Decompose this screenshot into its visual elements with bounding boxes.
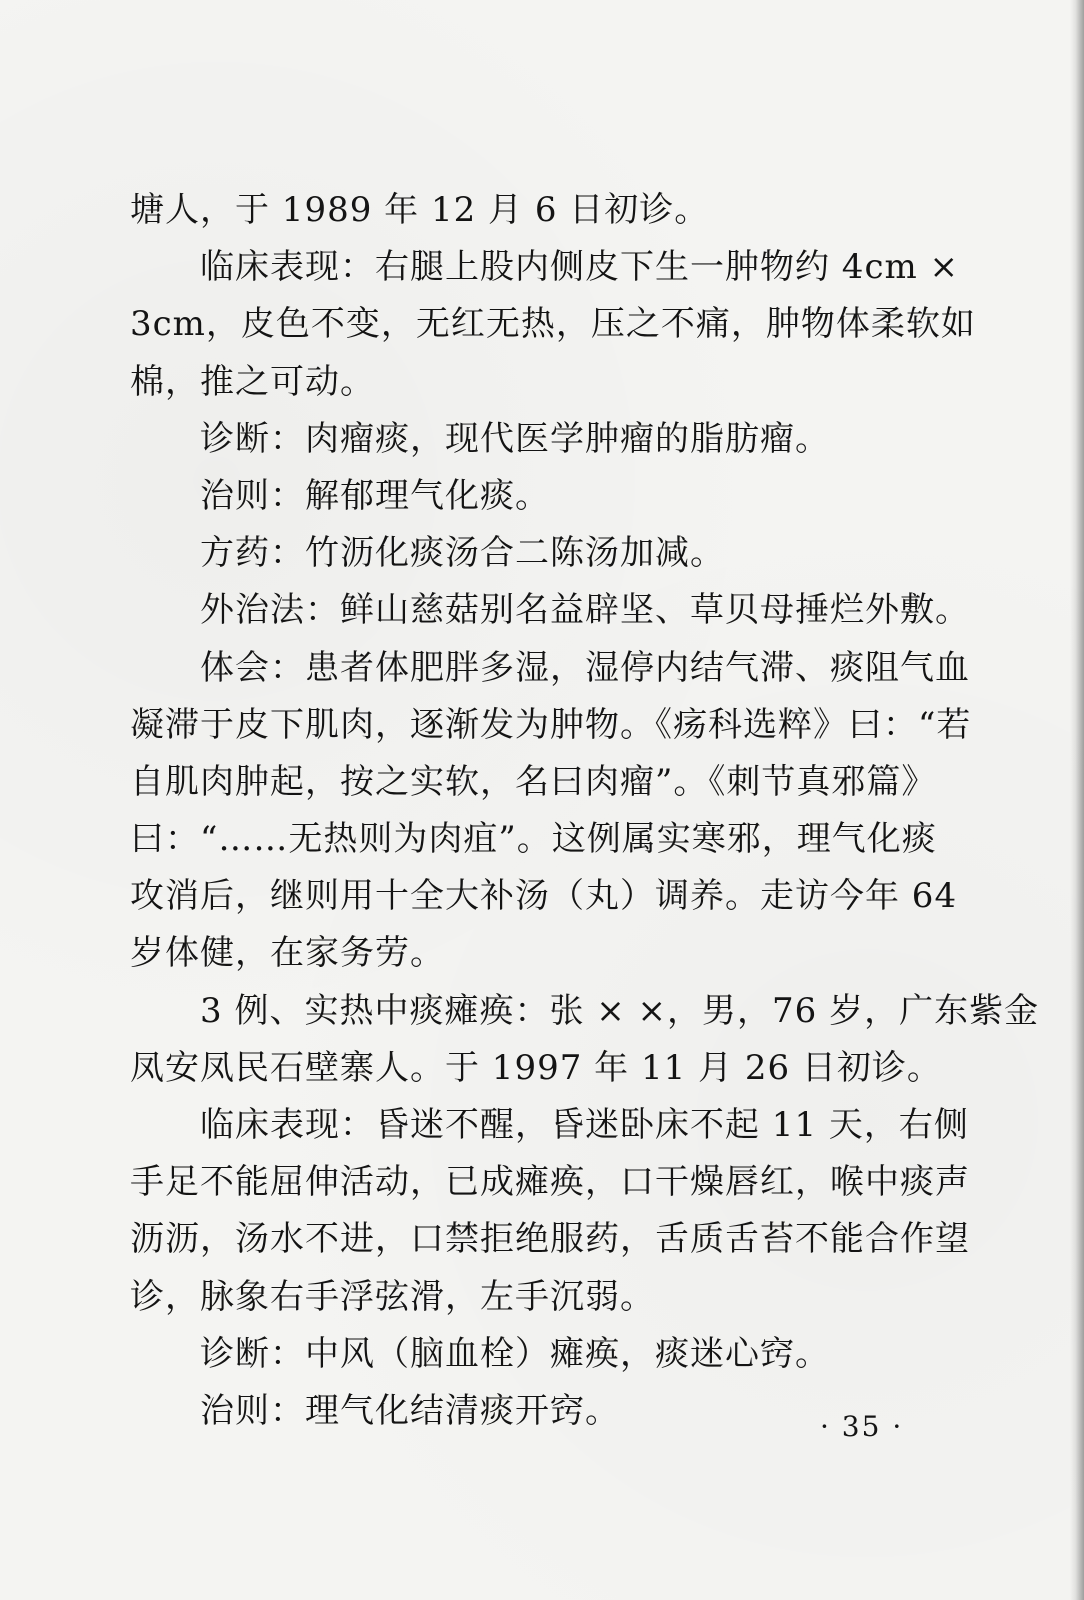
text-line: 沥沥，汤水不进，口禁拒绝服药，舌质舌苔不能合作望 xyxy=(130,1219,970,1260)
text-line: 棉，推之可动。 xyxy=(130,361,375,402)
text-line: 凝滞于皮下肌肉，逐渐发为肿物。《疡科选粹》曰：“若 xyxy=(130,704,972,745)
text-line: 外治法：鲜山慈菇别名益辟坚、草贝母捶烂外敷。 xyxy=(200,590,970,631)
text-line: 诊，脉象右手浮弦滑，左手沉弱。 xyxy=(130,1276,655,1317)
text-line: 自肌肉肿起，按之实软，名曰肉瘤”。《刺节真邪篇》 xyxy=(130,761,937,802)
text-line: 攻消后，继则用十全大补汤（丸）调养。走访今年 64 xyxy=(130,876,958,917)
body-text xyxy=(130,182,1040,1440)
text-line: 塘人，于 1989 年 12 月 6 日初诊。 xyxy=(130,190,710,230)
text-line: 临床表现：右腿上股内侧皮下生一肿物约 4cm × xyxy=(200,247,960,288)
text-line: 体会：患者体肥胖多湿，湿停内结气滞、痰阻气血 xyxy=(200,647,970,688)
text-line: 凤安凤民石壁寨人。于 1997 年 11 月 26 日初诊。 xyxy=(130,1047,942,1088)
text-line: 治则：解郁理气化痰。 xyxy=(200,475,550,516)
text-line: 手足不能屈伸活动，已成瘫痪，口干燥唇红，喉中痰声 xyxy=(130,1162,970,1203)
text-line: 临床表现：昏迷不醒，昏迷卧床不起 11 天，右侧 xyxy=(200,1105,969,1145)
text-line: 曰：“……无热则为肉疽”。这例属实寒邪，理气化痰 xyxy=(130,819,937,860)
text-line: 3 例、实热中痰瘫痪：张 × ×，男，76 岁，广东紫金 xyxy=(200,990,1040,1031)
text-line: 方药：竹沥化痰汤合二陈汤加减。 xyxy=(200,533,725,574)
page-number: · 35 · xyxy=(820,1410,904,1443)
text-line: 诊断：中风（脑血栓）瘫痪，痰迷心窍。 xyxy=(200,1333,830,1374)
text-line: 岁体健，在家务劳。 xyxy=(130,933,445,974)
page-edge-shadow xyxy=(1070,0,1084,1600)
text-line: 治则：理气化结清痰开窍。 xyxy=(200,1390,620,1431)
text-line: 诊断：肉瘤痰，现代医学肿瘤的脂肪瘤。 xyxy=(200,418,830,459)
text-line: 3cm，皮色不变，无红无热，压之不痛，肿物体柔软如 xyxy=(130,304,976,345)
